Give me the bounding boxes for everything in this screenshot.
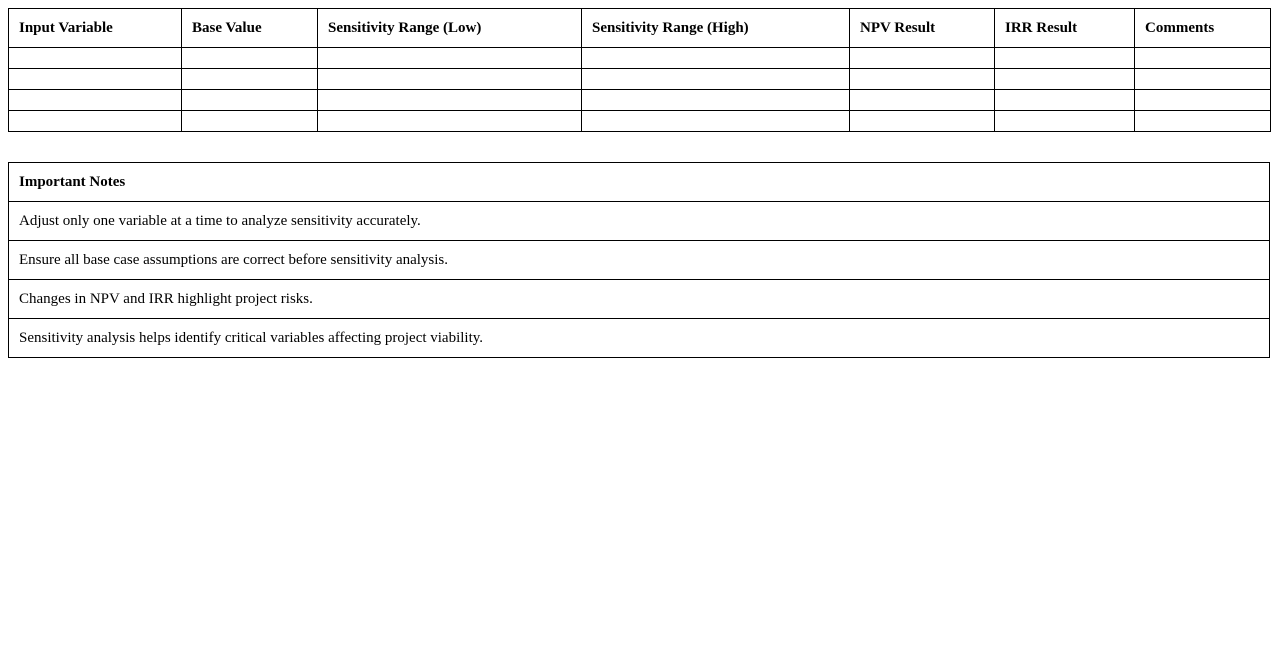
table-header-row [9, 9, 1271, 48]
table-cell[interactable] [850, 69, 995, 90]
note-item: Changes in NPV and IRR highlight project risks. [9, 280, 1270, 319]
table-row [9, 90, 1271, 111]
table-cell[interactable] [182, 48, 318, 69]
table-cell[interactable] [9, 111, 182, 132]
note-item: Ensure all base case assumptions are correct before sensitivity analysis. [9, 241, 1270, 280]
column-header-sensitivity-high: Sensitivity Range (High) [582, 9, 850, 48]
table-row [9, 48, 1271, 69]
column-header-irr-result: IRR Result [995, 9, 1135, 48]
table-cell[interactable] [9, 90, 182, 111]
note-row [9, 319, 1270, 358]
table-cell[interactable] [1135, 69, 1271, 90]
table-cell[interactable] [582, 90, 850, 111]
note-item: Sensitivity analysis helps identify critical variables affecting project viability. [9, 319, 1270, 358]
column-header-npv-result: NPV Result [850, 9, 995, 48]
table-cell[interactable] [850, 111, 995, 132]
table-cell[interactable] [995, 90, 1135, 111]
table-cell[interactable] [182, 69, 318, 90]
table-cell[interactable] [582, 111, 850, 132]
column-header-base-value: Base Value [182, 9, 318, 48]
table-cell[interactable] [318, 111, 582, 132]
notes-header-row [9, 163, 1270, 202]
sensitivity-table [8, 8, 1271, 132]
note-row [9, 280, 1270, 319]
note-row [9, 202, 1270, 241]
table-cell[interactable] [318, 48, 582, 69]
table-cell[interactable] [1135, 90, 1271, 111]
note-row [9, 241, 1270, 280]
important-notes-table [8, 162, 1270, 358]
table-cell[interactable] [9, 48, 182, 69]
table-cell[interactable] [318, 90, 582, 111]
table-cell[interactable] [182, 111, 318, 132]
table-cell[interactable] [582, 48, 850, 69]
table-cell[interactable] [995, 111, 1135, 132]
table-cell[interactable] [850, 90, 995, 111]
column-header-sensitivity-low: Sensitivity Range (Low) [318, 9, 582, 48]
table-cell[interactable] [182, 90, 318, 111]
table-row [9, 111, 1271, 132]
table-cell[interactable] [995, 48, 1135, 69]
table-cell[interactable] [318, 69, 582, 90]
table-cell[interactable] [995, 69, 1135, 90]
table-cell[interactable] [850, 48, 995, 69]
column-header-comments: Comments [1135, 9, 1271, 48]
table-cell[interactable] [9, 69, 182, 90]
column-header-input-variable: Input Variable [9, 9, 182, 48]
table-cell[interactable] [582, 69, 850, 90]
notes-title: Important Notes [9, 163, 1270, 202]
table-cell[interactable] [1135, 48, 1271, 69]
table-row [9, 69, 1271, 90]
table-cell[interactable] [1135, 111, 1271, 132]
note-item: Adjust only one variable at a time to analyze sensitivity accurately. [9, 202, 1270, 241]
